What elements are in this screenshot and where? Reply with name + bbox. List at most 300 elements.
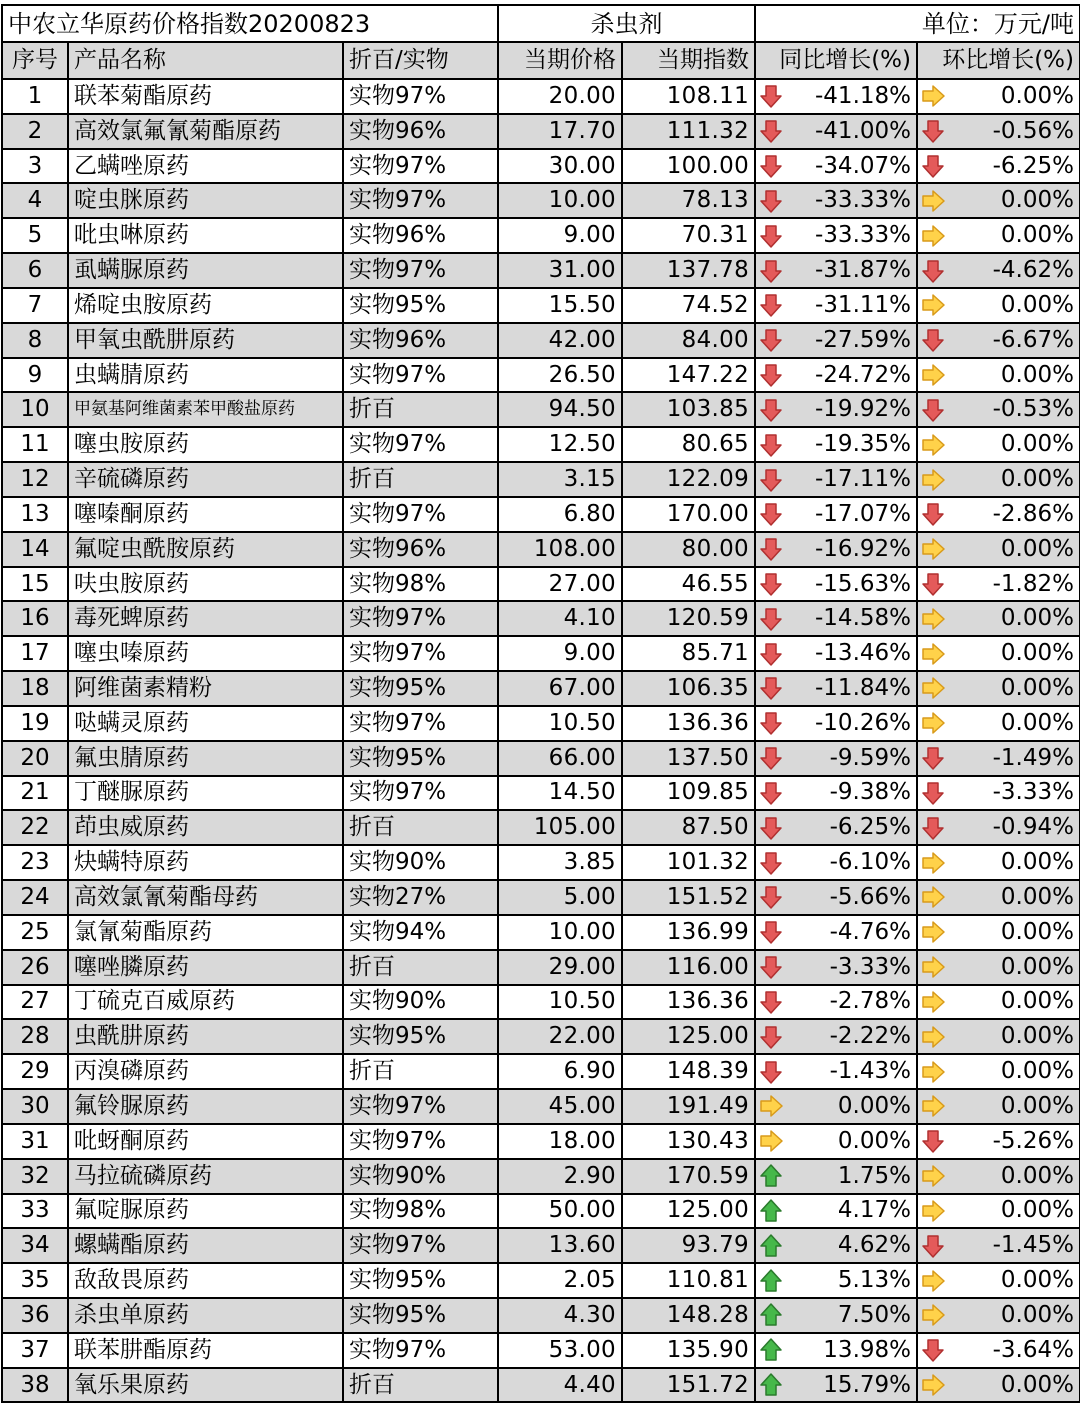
current-index: 84.00 bbox=[622, 323, 755, 358]
arrow-right-icon bbox=[921, 1060, 945, 1084]
table-row bbox=[2, 79, 1080, 114]
table-row bbox=[2, 497, 1080, 532]
current-price: 66.00 bbox=[498, 741, 622, 776]
current-price: 30.00 bbox=[498, 149, 622, 184]
arrow-down-icon bbox=[921, 154, 945, 178]
table-row bbox=[2, 253, 1080, 288]
table-row bbox=[2, 810, 1080, 845]
row-number: 28 bbox=[2, 1019, 68, 1054]
arrow-down-icon bbox=[759, 711, 783, 735]
row-number: 21 bbox=[2, 776, 68, 811]
product-name: 炔螨特原药 bbox=[68, 845, 343, 880]
mom-change bbox=[917, 323, 1080, 358]
arrow-down-icon bbox=[759, 816, 783, 840]
product-spec: 折百 bbox=[343, 810, 498, 845]
mom-change bbox=[917, 392, 1080, 427]
yoy-change bbox=[755, 741, 917, 776]
mom-change bbox=[917, 1263, 1080, 1298]
mom-change bbox=[917, 1368, 1080, 1403]
row-number: 34 bbox=[2, 1228, 68, 1263]
table-row bbox=[2, 845, 1080, 880]
arrow-right-icon bbox=[921, 1269, 945, 1293]
arrow-right-icon bbox=[759, 1129, 783, 1153]
yoy-change bbox=[755, 392, 917, 427]
product-name: 噻唑膦原药 bbox=[68, 950, 343, 985]
table-row bbox=[2, 462, 1080, 497]
mom-change bbox=[917, 741, 1080, 776]
table-row bbox=[2, 1194, 1080, 1229]
yoy-change-value: -6.25% bbox=[829, 814, 911, 841]
product-spec: 实物96% bbox=[343, 323, 498, 358]
arrow-right-icon bbox=[921, 955, 945, 979]
yoy-change-value: -3.33% bbox=[829, 953, 911, 980]
current-price: 50.00 bbox=[498, 1194, 622, 1229]
product-spec: 实物95% bbox=[343, 1298, 498, 1333]
product-name: 氯氰菊酯原药 bbox=[68, 915, 343, 950]
current-index: 116.00 bbox=[622, 950, 755, 985]
mom-change-value: -6.25% bbox=[992, 152, 1074, 179]
table-row bbox=[2, 392, 1080, 427]
mom-change-value: -2.86% bbox=[992, 500, 1074, 527]
current-index: 80.65 bbox=[622, 427, 755, 462]
row-number: 22 bbox=[2, 810, 68, 845]
current-price: 4.30 bbox=[498, 1298, 622, 1333]
current-price: 6.90 bbox=[498, 1054, 622, 1089]
product-spec: 折百 bbox=[343, 462, 498, 497]
product-spec: 折百 bbox=[343, 392, 498, 427]
yoy-change-value: -34.07% bbox=[815, 152, 911, 179]
current-price: 10.50 bbox=[498, 706, 622, 741]
product-spec: 实物96% bbox=[343, 218, 498, 253]
yoy-change bbox=[755, 810, 917, 845]
arrow-up-icon bbox=[759, 1199, 783, 1223]
arrow-right-icon bbox=[921, 363, 945, 387]
mom-change bbox=[917, 880, 1080, 915]
product-name: 氟铃脲原药 bbox=[68, 1089, 343, 1124]
arrow-down-icon bbox=[921, 502, 945, 526]
mom-change-value: 0.00% bbox=[1000, 1267, 1074, 1294]
mom-change bbox=[917, 1054, 1080, 1089]
table-row bbox=[2, 741, 1080, 776]
arrow-up-icon bbox=[759, 1338, 783, 1362]
product-name: 甲氨基阿维菌素苯甲酸盐原药 bbox=[68, 392, 343, 427]
current-price: 22.00 bbox=[498, 1019, 622, 1054]
table-row bbox=[2, 1263, 1080, 1298]
mom-change-value: 0.00% bbox=[1000, 291, 1074, 318]
table-row bbox=[2, 1228, 1080, 1263]
row-number: 10 bbox=[2, 392, 68, 427]
yoy-change bbox=[755, 1124, 917, 1159]
yoy-change bbox=[755, 358, 917, 393]
arrow-down-icon bbox=[759, 746, 783, 770]
arrow-right-icon bbox=[921, 433, 945, 457]
mom-change bbox=[917, 636, 1080, 671]
current-price: 12.50 bbox=[498, 427, 622, 462]
current-index: 125.00 bbox=[622, 1019, 755, 1054]
mom-change-value: 0.00% bbox=[1000, 849, 1074, 876]
current-price: 13.60 bbox=[498, 1228, 622, 1263]
product-name: 乙螨唑原药 bbox=[68, 149, 343, 184]
yoy-change bbox=[755, 601, 917, 636]
mom-change-value: 0.00% bbox=[1000, 605, 1074, 632]
yoy-change bbox=[755, 1263, 917, 1298]
table-row bbox=[2, 532, 1080, 567]
product-spec: 实物97% bbox=[343, 1089, 498, 1124]
product-spec: 实物90% bbox=[343, 1159, 498, 1194]
row-number: 36 bbox=[2, 1298, 68, 1333]
yoy-change bbox=[755, 880, 917, 915]
yoy-change bbox=[755, 985, 917, 1020]
yoy-change-value: 0.00% bbox=[837, 1127, 911, 1154]
table-row bbox=[2, 288, 1080, 323]
yoy-change-value: -11.84% bbox=[815, 674, 911, 701]
current-index: 148.28 bbox=[622, 1298, 755, 1333]
current-index: 137.50 bbox=[622, 741, 755, 776]
arrow-down-icon bbox=[759, 119, 783, 143]
product-name: 虫酰肼原药 bbox=[68, 1019, 343, 1054]
current-index: 106.35 bbox=[622, 671, 755, 706]
yoy-change bbox=[755, 1054, 917, 1089]
current-index: 103.85 bbox=[622, 392, 755, 427]
product-spec: 实物97% bbox=[343, 149, 498, 184]
mom-change bbox=[917, 601, 1080, 636]
arrow-down-icon bbox=[759, 398, 783, 422]
mom-change-value: 0.00% bbox=[1000, 883, 1074, 910]
table-row bbox=[2, 1333, 1080, 1368]
product-spec: 实物97% bbox=[343, 776, 498, 811]
yoy-change-value: -16.92% bbox=[815, 535, 911, 562]
table-row bbox=[2, 218, 1080, 253]
yoy-change-value: -2.78% bbox=[829, 988, 911, 1015]
arrow-right-icon bbox=[921, 990, 945, 1014]
arrow-right-icon bbox=[921, 676, 945, 700]
unit-label: 单位：万元/吨 bbox=[755, 5, 1080, 42]
product-name: 甲氧虫酰肼原药 bbox=[68, 323, 343, 358]
arrow-right-icon bbox=[921, 851, 945, 875]
table-row bbox=[2, 636, 1080, 671]
mom-change-value: -6.67% bbox=[992, 326, 1074, 353]
row-number: 24 bbox=[2, 880, 68, 915]
product-name: 丙溴磷原药 bbox=[68, 1054, 343, 1089]
yoy-change bbox=[755, 462, 917, 497]
current-index: 120.59 bbox=[622, 601, 755, 636]
current-index: 80.00 bbox=[622, 532, 755, 567]
mom-change bbox=[917, 288, 1080, 323]
arrow-down-icon bbox=[921, 816, 945, 840]
arrow-right-icon bbox=[921, 537, 945, 561]
mom-change-value: -0.56% bbox=[992, 117, 1074, 144]
yoy-change-value: 1.75% bbox=[837, 1162, 911, 1189]
mom-change bbox=[917, 776, 1080, 811]
product-spec: 实物97% bbox=[343, 636, 498, 671]
arrow-right-icon bbox=[921, 1199, 945, 1223]
mom-change-value: 0.00% bbox=[1000, 187, 1074, 214]
product-spec: 实物90% bbox=[343, 985, 498, 1020]
current-index: 136.36 bbox=[622, 985, 755, 1020]
title-row bbox=[2, 5, 1080, 42]
current-price: 4.40 bbox=[498, 1368, 622, 1403]
mom-change bbox=[917, 1194, 1080, 1229]
yoy-change bbox=[755, 79, 917, 114]
arrow-right-icon bbox=[921, 1164, 945, 1188]
yoy-change-value: -15.63% bbox=[815, 570, 911, 597]
row-number: 38 bbox=[2, 1368, 68, 1403]
yoy-change bbox=[755, 1368, 917, 1403]
product-spec: 折百 bbox=[343, 950, 498, 985]
arrow-down-icon bbox=[759, 328, 783, 352]
arrow-down-icon bbox=[759, 607, 783, 631]
product-spec: 实物27% bbox=[343, 880, 498, 915]
arrow-down-icon bbox=[759, 189, 783, 213]
current-price: 3.15 bbox=[498, 462, 622, 497]
current-index: 125.00 bbox=[622, 1194, 755, 1229]
mom-change-value: -1.45% bbox=[992, 1232, 1074, 1259]
row-number: 26 bbox=[2, 950, 68, 985]
mom-change-value: -3.64% bbox=[992, 1336, 1074, 1363]
current-price: 10.00 bbox=[498, 915, 622, 950]
yoy-change-value: -9.38% bbox=[829, 779, 911, 806]
mom-change bbox=[917, 985, 1080, 1020]
current-index: 74.52 bbox=[622, 288, 755, 323]
mom-change bbox=[917, 149, 1080, 184]
current-price: 53.00 bbox=[498, 1333, 622, 1368]
current-index: 78.13 bbox=[622, 183, 755, 218]
row-number: 23 bbox=[2, 845, 68, 880]
current-price: 17.70 bbox=[498, 114, 622, 149]
yoy-change-value: -41.18% bbox=[815, 82, 911, 109]
product-name: 噻嗪酮原药 bbox=[68, 497, 343, 532]
yoy-change-value: 7.50% bbox=[837, 1301, 911, 1328]
product-spec: 实物94% bbox=[343, 915, 498, 950]
arrow-down-icon bbox=[759, 293, 783, 317]
yoy-change bbox=[755, 567, 917, 602]
mom-change-value: 0.00% bbox=[1000, 640, 1074, 667]
arrow-down-icon bbox=[921, 328, 945, 352]
yoy-change bbox=[755, 114, 917, 149]
current-index: 170.00 bbox=[622, 497, 755, 532]
mom-change-value: 0.00% bbox=[1000, 1092, 1074, 1119]
arrow-right-icon bbox=[921, 920, 945, 944]
yoy-change bbox=[755, 1333, 917, 1368]
current-price: 6.80 bbox=[498, 497, 622, 532]
table-row bbox=[2, 1368, 1080, 1403]
current-index: 109.85 bbox=[622, 776, 755, 811]
arrow-down-icon bbox=[921, 1129, 945, 1153]
row-number: 16 bbox=[2, 601, 68, 636]
table-row bbox=[2, 915, 1080, 950]
product-spec: 实物97% bbox=[343, 183, 498, 218]
mom-change-value: -0.94% bbox=[992, 814, 1074, 841]
row-number: 3 bbox=[2, 149, 68, 184]
table-row bbox=[2, 706, 1080, 741]
row-number: 27 bbox=[2, 985, 68, 1020]
product-spec: 实物95% bbox=[343, 1263, 498, 1298]
mom-change bbox=[917, 1159, 1080, 1194]
mom-change-value: 0.00% bbox=[1000, 1023, 1074, 1050]
arrow-down-icon bbox=[759, 502, 783, 526]
product-name: 呋虫胺原药 bbox=[68, 567, 343, 602]
current-index: 85.71 bbox=[622, 636, 755, 671]
current-index: 70.31 bbox=[622, 218, 755, 253]
table-row bbox=[2, 1054, 1080, 1089]
current-price: 10.50 bbox=[498, 985, 622, 1020]
row-number: 37 bbox=[2, 1333, 68, 1368]
yoy-change-value: 15.79% bbox=[823, 1371, 911, 1398]
table-row bbox=[2, 1019, 1080, 1054]
mom-change bbox=[917, 810, 1080, 845]
yoy-change bbox=[755, 950, 917, 985]
mom-change bbox=[917, 462, 1080, 497]
current-index: 170.59 bbox=[622, 1159, 755, 1194]
product-spec: 实物98% bbox=[343, 1194, 498, 1229]
yoy-change-value: -4.76% bbox=[829, 918, 911, 945]
yoy-change-value: -17.07% bbox=[815, 500, 911, 527]
table-row bbox=[2, 323, 1080, 358]
mom-change-value: -5.26% bbox=[992, 1127, 1074, 1154]
mom-change bbox=[917, 253, 1080, 288]
row-number: 20 bbox=[2, 741, 68, 776]
current-price: 67.00 bbox=[498, 671, 622, 706]
header-yoy: 同比增长(%) bbox=[755, 42, 917, 79]
mom-change-value: 0.00% bbox=[1000, 988, 1074, 1015]
table-row bbox=[2, 149, 1080, 184]
table-row bbox=[2, 601, 1080, 636]
row-number: 1 bbox=[2, 79, 68, 114]
yoy-change-value: -41.00% bbox=[815, 117, 911, 144]
table-row bbox=[2, 671, 1080, 706]
product-name: 哒螨灵原药 bbox=[68, 706, 343, 741]
current-price: 3.85 bbox=[498, 845, 622, 880]
mom-change-value: 0.00% bbox=[1000, 466, 1074, 493]
current-price: 2.90 bbox=[498, 1159, 622, 1194]
table-row bbox=[2, 776, 1080, 811]
yoy-change bbox=[755, 1194, 917, 1229]
arrow-down-icon bbox=[759, 955, 783, 979]
table-row bbox=[2, 1124, 1080, 1159]
arrow-right-icon bbox=[921, 293, 945, 317]
row-number: 17 bbox=[2, 636, 68, 671]
yoy-change-value: -33.33% bbox=[815, 187, 911, 214]
arrow-right-icon bbox=[921, 189, 945, 213]
current-index: 108.11 bbox=[622, 79, 755, 114]
current-price: 2.05 bbox=[498, 1263, 622, 1298]
arrow-right-icon bbox=[921, 642, 945, 666]
yoy-change bbox=[755, 323, 917, 358]
row-number: 7 bbox=[2, 288, 68, 323]
arrow-right-icon bbox=[921, 1303, 945, 1327]
product-spec: 实物97% bbox=[343, 497, 498, 532]
row-number: 2 bbox=[2, 114, 68, 149]
table-row bbox=[2, 183, 1080, 218]
mom-change-value: -0.53% bbox=[992, 396, 1074, 423]
yoy-change-value: 0.00% bbox=[837, 1092, 911, 1119]
product-spec: 实物97% bbox=[343, 1124, 498, 1159]
current-index: 100.00 bbox=[622, 149, 755, 184]
row-number: 15 bbox=[2, 567, 68, 602]
arrow-right-icon bbox=[921, 84, 945, 108]
mom-change-value: -3.33% bbox=[992, 779, 1074, 806]
mom-change-value: 0.00% bbox=[1000, 535, 1074, 562]
product-spec: 实物96% bbox=[343, 532, 498, 567]
arrow-down-icon bbox=[759, 990, 783, 1014]
mom-change bbox=[917, 497, 1080, 532]
row-number: 13 bbox=[2, 497, 68, 532]
current-index: 93.79 bbox=[622, 1228, 755, 1263]
mom-change-value: 0.00% bbox=[1000, 674, 1074, 701]
mom-change bbox=[917, 114, 1080, 149]
current-index: 122.09 bbox=[622, 462, 755, 497]
arrow-right-icon bbox=[921, 885, 945, 909]
current-index: 130.43 bbox=[622, 1124, 755, 1159]
yoy-change-value: -33.33% bbox=[815, 222, 911, 249]
yoy-change-value: -1.43% bbox=[829, 1058, 911, 1085]
table-body bbox=[2, 79, 1080, 1402]
yoy-change bbox=[755, 149, 917, 184]
product-name: 虫螨腈原药 bbox=[68, 358, 343, 393]
header-product-name: 产品名称 bbox=[68, 42, 343, 79]
current-index: 148.39 bbox=[622, 1054, 755, 1089]
arrow-down-icon bbox=[921, 1234, 945, 1258]
arrow-down-icon bbox=[921, 259, 945, 283]
product-name: 烯啶虫胺原药 bbox=[68, 288, 343, 323]
yoy-change-value: -19.92% bbox=[815, 396, 911, 423]
current-price: 4.10 bbox=[498, 601, 622, 636]
arrow-down-icon bbox=[921, 572, 945, 596]
yoy-change-value: -5.66% bbox=[829, 883, 911, 910]
arrow-right-icon bbox=[921, 1373, 945, 1397]
product-name: 吡虫啉原药 bbox=[68, 218, 343, 253]
header-mom: 环比增长(%) bbox=[917, 42, 1080, 79]
row-number: 12 bbox=[2, 462, 68, 497]
current-price: 9.00 bbox=[498, 636, 622, 671]
row-number: 33 bbox=[2, 1194, 68, 1229]
table-row bbox=[2, 358, 1080, 393]
product-name: 丁硫克百威原药 bbox=[68, 985, 343, 1020]
table-title: 中农立华原药价格指数20200823 bbox=[2, 5, 498, 42]
arrow-down-icon bbox=[759, 676, 783, 700]
current-index: 136.99 bbox=[622, 915, 755, 950]
arrow-down-icon bbox=[759, 920, 783, 944]
product-name: 噻虫胺原药 bbox=[68, 427, 343, 462]
row-number: 35 bbox=[2, 1263, 68, 1298]
arrow-right-icon bbox=[921, 1094, 945, 1118]
yoy-change bbox=[755, 1089, 917, 1124]
mom-change bbox=[917, 915, 1080, 950]
current-price: 42.00 bbox=[498, 323, 622, 358]
current-price: 14.50 bbox=[498, 776, 622, 811]
yoy-change-value: -17.11% bbox=[815, 466, 911, 493]
current-price: 9.00 bbox=[498, 218, 622, 253]
yoy-change bbox=[755, 1159, 917, 1194]
row-number: 25 bbox=[2, 915, 68, 950]
row-number: 4 bbox=[2, 183, 68, 218]
current-price: 108.00 bbox=[498, 532, 622, 567]
mom-change-value: 0.00% bbox=[1000, 1301, 1074, 1328]
yoy-change bbox=[755, 253, 917, 288]
yoy-change bbox=[755, 497, 917, 532]
mom-change bbox=[917, 183, 1080, 218]
current-price: 105.00 bbox=[498, 810, 622, 845]
product-name: 阿维菌素精粉 bbox=[68, 671, 343, 706]
current-index: 135.90 bbox=[622, 1333, 755, 1368]
product-spec: 实物97% bbox=[343, 706, 498, 741]
arrow-down-icon bbox=[759, 84, 783, 108]
mom-change bbox=[917, 1124, 1080, 1159]
row-number: 6 bbox=[2, 253, 68, 288]
table-row bbox=[2, 427, 1080, 462]
row-number: 31 bbox=[2, 1124, 68, 1159]
arrow-down-icon bbox=[759, 433, 783, 457]
